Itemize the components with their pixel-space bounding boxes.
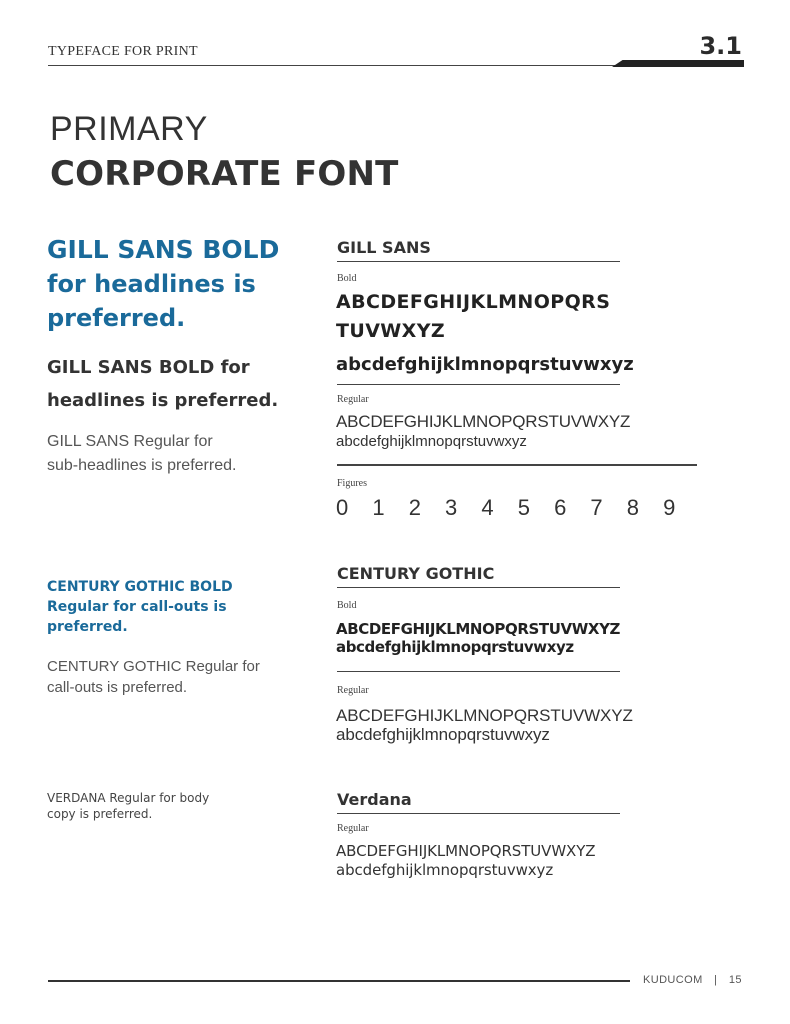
century-regular-sample-block [336, 706, 633, 744]
century-bold-line: CENTURY GOTHIC BOLD [47, 579, 233, 595]
verdana-regular-sample [47, 790, 247, 822]
gill-sans-heading: GILL SANS [337, 238, 431, 257]
section-label: TYPEFACE FOR PRINT [48, 44, 198, 59]
dark-head-line: GILL SANS BOLD for [47, 357, 250, 378]
verdana-regular-sample-block [336, 842, 595, 880]
century-bold-lowercase: abcdefghijklmnopqrstuvwxyz [336, 638, 574, 656]
gill-regular-rule [337, 464, 697, 466]
gill-figures-label: Figures [337, 478, 367, 489]
gill-bold-rule [337, 384, 620, 385]
page-title-line2: CORPORATE FONT [50, 154, 399, 194]
verdana-regular-uppercase: ABCDEFGHIJKLMNOPQRSTUVWXYZ [336, 842, 596, 860]
footer-page-number: 15 [728, 974, 742, 986]
century-bold-rule [337, 671, 620, 672]
verdana-regular-label: Regular [337, 823, 369, 834]
regular-sub-line: GILL SANS Regular for [47, 433, 213, 450]
gill-bold-lowercase: abcdefghijklmnopqrstuvwxyz [336, 354, 634, 375]
verdana-regular-lowercase: abcdefghijklmnopqrstuvwxyz [336, 861, 554, 879]
blue-head-line: preferred. [47, 304, 186, 332]
gill-bold-dark-sample [47, 351, 317, 417]
page-title-line1: PRIMARY [50, 110, 208, 148]
century-bold-sample [47, 577, 277, 637]
century-reg-line: CENTURY GOTHIC Regular for [47, 658, 260, 675]
footer [643, 974, 742, 986]
century-gothic-heading: CENTURY GOTHIC [337, 564, 495, 583]
verdana-note-line: VERDANA Regular for body [47, 791, 210, 805]
gill-regular-lowercase: abcdefghijklmnopqrstuvwxyz [336, 433, 527, 450]
century-bold-line: Regular for call-outs is [47, 599, 227, 615]
gill-heading-rule [337, 261, 620, 262]
gill-bold-blue-sample [47, 233, 317, 335]
century-regular-lowercase: abcdefghijklmnopqrstuvwxyz [336, 725, 550, 744]
blue-head-line: for headlines is [47, 270, 256, 298]
gill-figures: 0 1 2 3 4 5 6 7 8 9 [336, 495, 685, 520]
verdana-heading-rule [337, 813, 620, 814]
header-accent-bar [612, 60, 744, 67]
gill-bold-upper-line: ABCDEFGHIJKLMNOPQRS [336, 291, 611, 313]
century-regular-label: Regular [337, 685, 369, 696]
gill-bold-upper-line: TUVWXYZ [336, 320, 446, 342]
footer-brand: KUDUCOM [643, 974, 703, 986]
century-heading-rule [337, 587, 620, 588]
gill-bold-uppercase [336, 288, 610, 346]
century-regular-uppercase: ABCDEFGHIJKLMNOPQRSTUVWXYZ [336, 706, 633, 725]
blue-head-line: GILL SANS BOLD [47, 235, 280, 264]
footer-separator: | [714, 974, 718, 986]
gill-regular-label: Regular [337, 394, 369, 405]
footer-rule [48, 980, 630, 982]
verdana-note-line: copy is preferred. [47, 807, 153, 821]
century-bold-line: preferred. [47, 619, 128, 635]
gill-regular-sample [47, 430, 307, 478]
century-bold-label: Bold [337, 600, 357, 611]
dark-head-line: headlines is preferred. [47, 390, 279, 411]
gill-bold-label: Bold [337, 273, 357, 284]
century-bold-uppercase: ABCDEFGHIJKLMNOPQRSTUVWXYZ [336, 620, 621, 638]
regular-sub-line: sub-headlines is preferred. [47, 457, 237, 474]
verdana-heading: Verdana [337, 790, 412, 809]
century-bold-sample-block [336, 620, 620, 656]
section-number: 3.1 [699, 32, 742, 60]
century-reg-line: call-outs is preferred. [47, 679, 188, 696]
century-regular-sample [47, 656, 307, 698]
gill-regular-uppercase: ABCDEFGHIJKLMNOPQRSTUVWXYZ [336, 412, 631, 431]
